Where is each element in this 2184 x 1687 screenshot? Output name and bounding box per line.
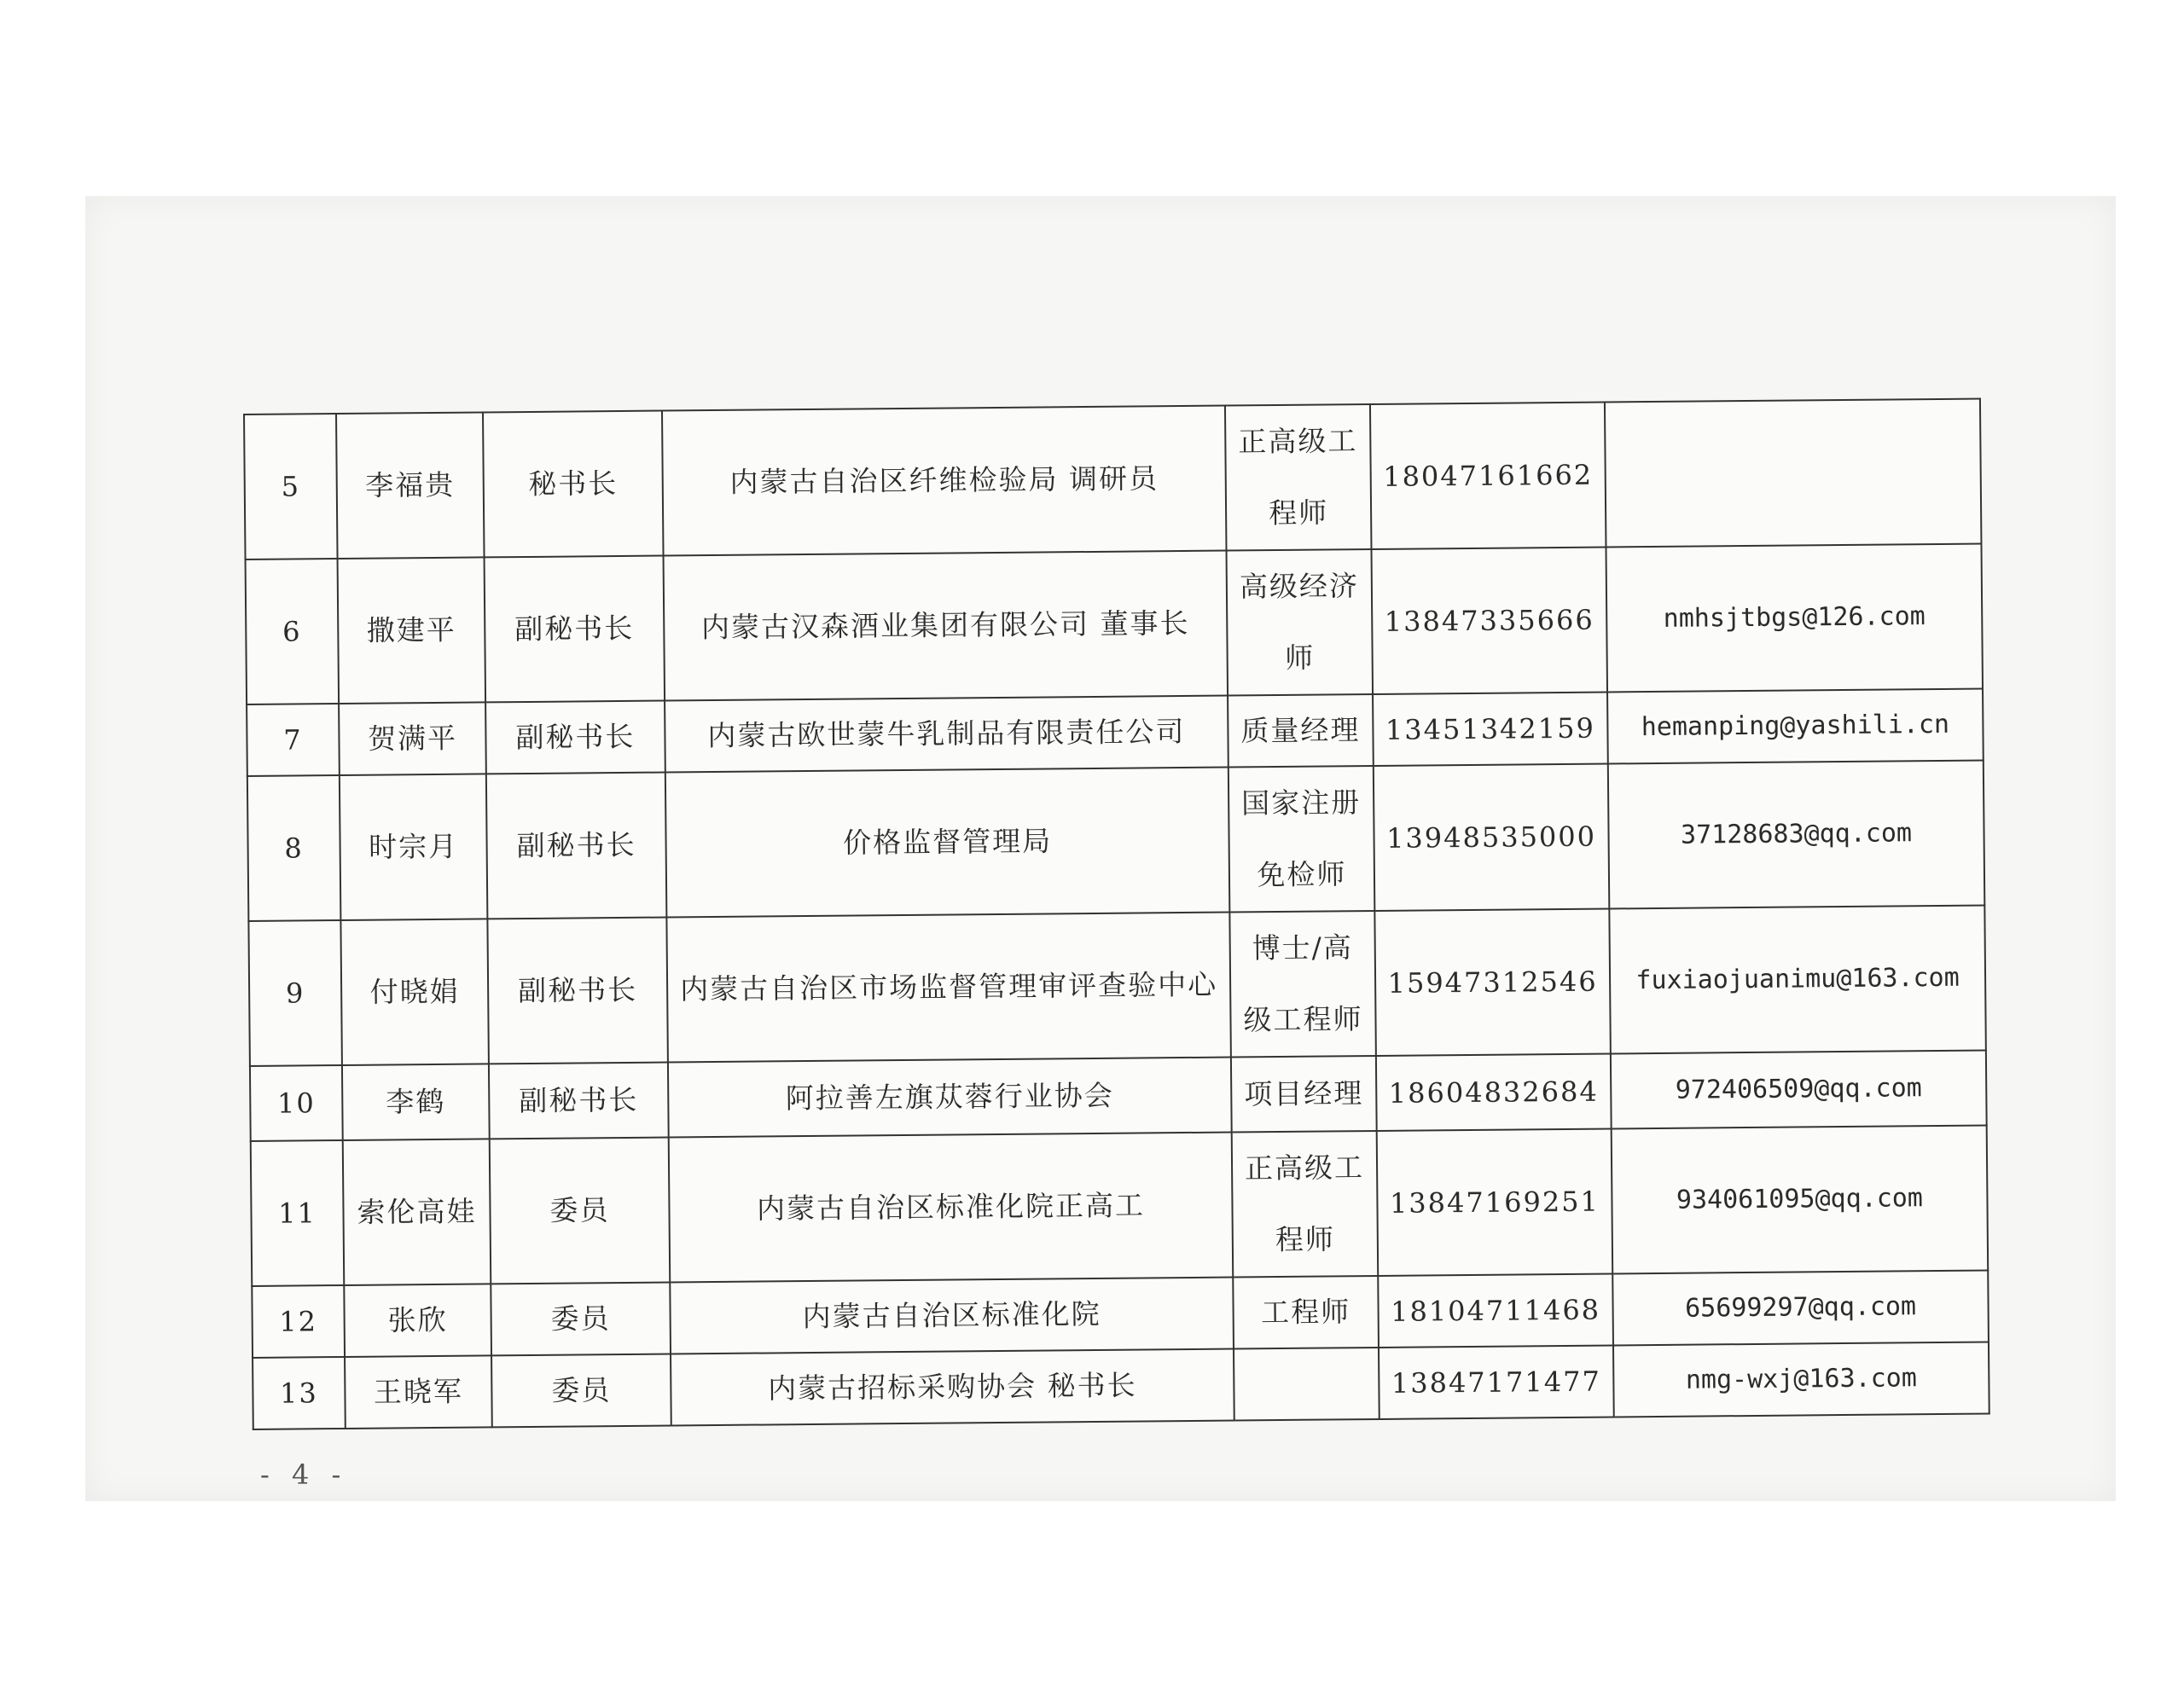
- member-email: 972406509@qq.com: [1611, 1050, 1987, 1128]
- member-role: 副秘书长: [486, 773, 667, 919]
- row-number: 8: [247, 775, 341, 921]
- member-email: nmhsjtbgs@126.com: [1606, 544, 1983, 693]
- member-name: 付晓娟: [340, 919, 489, 1065]
- member-phone: 15947312546: [1374, 908, 1611, 1055]
- member-organization: 内蒙古自治区标准化院正高工: [669, 1133, 1234, 1283]
- member-name: 李鹤: [342, 1064, 490, 1140]
- table-row: [247, 761, 1984, 921]
- member-organization: 内蒙古招标采购协会 秘书长: [671, 1349, 1234, 1426]
- row-number: 11: [251, 1140, 345, 1286]
- row-number: 6: [246, 559, 340, 704]
- member-title: 质量经理: [1228, 694, 1374, 768]
- member-role: 委员: [491, 1283, 671, 1356]
- table-row: [248, 905, 1985, 1065]
- member-title: 项目经理: [1231, 1056, 1377, 1133]
- member-organization: 内蒙古汉森酒业集团有限公司 董事长: [664, 551, 1228, 701]
- member-organization: 内蒙古自治区标准化院: [670, 1278, 1234, 1354]
- row-number: 12: [252, 1285, 345, 1358]
- row-number: 10: [250, 1065, 343, 1141]
- member-organization: 内蒙古自治区市场监督管理审评查验中心: [666, 913, 1231, 1063]
- member-name: 贺满平: [339, 702, 486, 775]
- member-organization: 阿拉善左旗苁蓉行业协会: [668, 1058, 1232, 1138]
- row-number: 13: [253, 1357, 346, 1429]
- member-phone: 18604832684: [1376, 1053, 1612, 1130]
- member-role: 副秘书长: [489, 1063, 669, 1139]
- member-name: 索伦高娃: [343, 1139, 491, 1285]
- member-title: 博士/高级工程师: [1229, 911, 1376, 1058]
- member-role: 委员: [491, 1354, 671, 1427]
- member-email: 65699297@qq.com: [1612, 1270, 1989, 1345]
- member-table: [243, 398, 1990, 1430]
- member-organization: 内蒙古欧世蒙牛乳制品有限责任公司: [665, 696, 1228, 773]
- member-title: 高级经济师: [1227, 549, 1374, 696]
- member-email: nmg-wxj@163.com: [1613, 1342, 1989, 1417]
- member-phone: 18104711468: [1378, 1273, 1613, 1347]
- member-name: 王晓军: [345, 1355, 492, 1429]
- row-number: 5: [244, 414, 338, 559]
- member-name: 李福贵: [336, 412, 485, 559]
- member-role: 委员: [490, 1138, 671, 1284]
- table-row: [244, 399, 1981, 559]
- member-table-wrapper: [243, 398, 1989, 1430]
- member-email: 934061095@qq.com: [1612, 1125, 1989, 1273]
- member-title: 工程师: [1233, 1276, 1379, 1349]
- member-organization: 内蒙古自治区纤维检验局 调研员: [662, 406, 1227, 556]
- member-role: 副秘书长: [487, 918, 668, 1064]
- member-email: 37128683@qq.com: [1608, 761, 1985, 909]
- row-number: 9: [248, 920, 342, 1066]
- member-email: [1605, 399, 1982, 548]
- member-phone: 13948535000: [1374, 763, 1610, 910]
- member-phone: 13847169251: [1377, 1128, 1613, 1275]
- member-phone: 13847171477: [1379, 1345, 1614, 1418]
- table-row: [251, 1125, 1988, 1285]
- member-title: 国家注册免检师: [1228, 766, 1375, 913]
- member-title: 正高级工程师: [1232, 1131, 1379, 1278]
- member-name: 时宗月: [340, 774, 488, 920]
- member-phone: 13847335666: [1371, 548, 1607, 694]
- table-row: [253, 1342, 1989, 1429]
- member-title: 正高级工程师: [1225, 404, 1372, 551]
- member-email: fuxiaojuanimu@163.com: [1609, 905, 1986, 1053]
- table-row: [246, 544, 1983, 704]
- member-organization: 价格监督管理局: [665, 768, 1230, 918]
- member-phone: 13451342159: [1373, 693, 1608, 766]
- row-number: 7: [247, 704, 340, 776]
- page-number: - 4 -: [260, 1458, 348, 1491]
- member-role: 秘书长: [483, 411, 664, 558]
- member-email: hemanping@yashili.cn: [1607, 689, 1984, 764]
- member-title: [1234, 1348, 1380, 1421]
- member-phone: 18047161662: [1370, 403, 1606, 549]
- member-role: 副秘书长: [485, 556, 665, 703]
- member-name: 撒建平: [338, 557, 486, 704]
- member-role: 副秘书长: [485, 701, 665, 774]
- member-name: 张欣: [344, 1284, 491, 1357]
